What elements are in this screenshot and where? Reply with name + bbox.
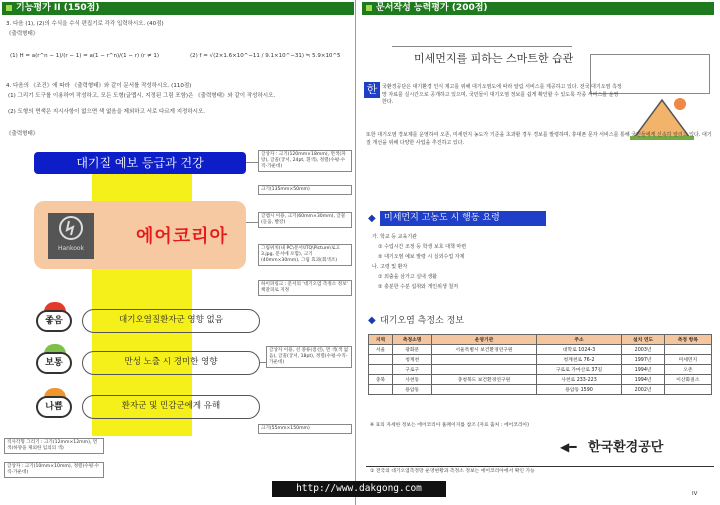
table-row: 구로구 구로로 가마산로 37길 1994년 오존 [369, 365, 712, 375]
grade-3-label: 나쁨 [36, 396, 72, 418]
output-label-2: 《출력형태》 [6, 131, 39, 137]
grade-1-label: 좋음 [36, 310, 72, 332]
note-banner: 글상자 : 크기(120mm×18mm), 면색(파랑), 글꼴(궁서, 24pt, 흰색), 정렬(수평·수직-가운데) [258, 150, 352, 172]
diamond-icon: ◆ [368, 213, 376, 224]
list-item: ① 수업시간 조정 등 학생 보호 대책 마련 [378, 244, 467, 250]
condition-2: (2) 도형의 면색은 지시사항이 없으면 색 없음을 제외하고 서로 다르게 지정하시오. [8, 109, 206, 115]
note-column-size: 크기(55mm×150mm) [258, 424, 352, 434]
right-page [362, 0, 718, 505]
note-wordart: 글맵시 이용, 크기(60mm×30mm), 글꼴(돋움, 빨강) [258, 212, 352, 228]
left-page [0, 0, 356, 505]
grade-3-text: 환자군 및 민감군에게 유해 [82, 395, 260, 419]
banner-title: 대기질 예보 등급과 건강 [34, 152, 246, 174]
note-textbox: 글상자 이용, 선 종류(점선), 면 색(색 없음), 글꼴(궁서, 18pt), 정렬(수평·수직-가운데) [266, 346, 352, 368]
page-number: IV [692, 491, 698, 497]
footnote: ① 전국의 대기오염측정망 운영현황과 측정소 정보는 에어코리아에서 확인 가능 [370, 469, 535, 474]
paragraph-1: 국환경공단은 대기환경 인식 제고를 위해 대기오염도에 따라 알림 서비스를 제공하고 있다. 전국 대기오염 측정망 자료를 실시간으로 공개하고 있으며, 국민들이 대기오염 정보를 쉽게 확인할 수 있도록 각종 서비스를 운영한다. [382, 84, 622, 105]
behavior-list [372, 232, 592, 292]
list-item: ① 외출을 삼가고 실내 생활 [378, 274, 438, 280]
condition-1: (1) 그리기 도구를 이용하여 작성하고, 모든 도형(글맵시, 지정된 그림 포함)은 《출력형태》와 같이 작성하시오. [8, 93, 276, 99]
table-row: 충북 사천동 충청북도 보건환경연구원 사천로 233-223 1994년 이산화질소 [369, 375, 712, 385]
doc-title: 미세먼지를 피하는 스마트한 습관 [414, 52, 574, 65]
output-label: 《출력형태》 [6, 31, 39, 37]
question-3: 3. 다음 (1), (2)의 수식을 수식 편집기로 각각 입력하시오. (40점) [6, 21, 164, 27]
airkorea-wordart[interactable]: 에어코리아 [136, 226, 228, 247]
section-station-heading[interactable]: 대기오염 측정소 정보 [380, 316, 464, 326]
list-item: 나. 고령 및 환자 [372, 264, 408, 270]
list-item: 가. 학교 등 교육기관 [372, 234, 417, 240]
note-size: 크기(135mm×50mm) [258, 185, 352, 195]
note-hyperlink: 하이퍼링크 : 문서의 '대기오염 측정소 정보' 책갈피로 지정 [258, 280, 352, 296]
formula-2: (2) f = √(2×1.6×10^−11 / 9.1×10^−31) ≒ 5.9×10^5 [190, 53, 341, 59]
hankook-logo: Hankook [48, 213, 94, 259]
organization-name: 한국환경공단 [588, 440, 664, 455]
paragraph-2: 또한 대기오염 경보제를 운영하여 오존, 미세먼지 농도가 기준을 초과할 경우 경보를 발령하며, 휴대폰 문자 서비스를 통해 국민들에게 신속히 알리고 있다. 대기질 개선을 위해 다양한 사업을 추진하고 있다. [366, 132, 712, 146]
grade-1-text: 대기오염질환자군 영향 없음 [82, 309, 260, 333]
footer-url[interactable]: http://www.dakgong.com [272, 481, 446, 497]
note-rectangle: 직사각형 그리기 : 크기(12mm×12mm), 면색(하양을 제외한 임의의 색) [4, 438, 104, 454]
question-4: 4. 다음의 《조건》에 따라 《출력형태》와 같이 문서를 작성하시오. (110점) [6, 83, 192, 89]
table-row: 서울 광화문 서울특별시 보건환경연구원 대학로 1024-3 2003년 [369, 345, 712, 355]
note-picture: 그림위치(내 PC\문서\ITQ\Picture\로고3.jpg, 문서에 포함), 크기(40mm×30mm), 그림 효과(회색조) [258, 244, 352, 266]
grade-2-label: 보통 [36, 352, 72, 374]
list-item: ② 충분한 수분 섭취와 개인위생 철저 [378, 284, 459, 290]
station-table: 지역 측정소명 운영기관 주소 설치 연도 측정 항목 서울 광화문 서울특별시 보건환경연구원 대학로 1024-3 2003년 청계천 청계천로 76-2 1997년 미세먼지 구로구 구로로 가마산로 37길 1994년 오존 충북 사천동 충청북도 보건환경연구원 사천로 233-223 1994년 이산화질소 용암동 용암동 1590 2002년 [368, 334, 712, 395]
formula-1: (1) H = a(r^n − 1)/(r − 1) = a(1 − r^n)/(1 − r) (r ≠ 1) [10, 53, 160, 59]
dropcap: 한 [364, 82, 380, 98]
diamond-icon: ◆ [368, 315, 376, 326]
left-section-header: 기능평가 II (150점) [2, 2, 354, 15]
list-item: ② 대기오염 예보 발령 시 실외수업 자제 [378, 254, 465, 260]
section-behavior-heading: 미세먼지 고농도 시 행동 요령 [380, 211, 546, 226]
arrow-icon: ◀━ [560, 440, 577, 454]
table-row: 청계천 청계천로 76-2 1997년 미세먼지 [369, 355, 712, 365]
note-small-box: 글상자 : 크기(10mm×10mm), 정렬(수평·수직-가운데) [4, 462, 104, 478]
table-note: ※ 표의 자세한 정보는 에어코리아 홈페이지를 참조 (자료 출처 : 에어코리아) [370, 423, 530, 428]
grade-2-text: 만성 노출 시 경미한 영향 [82, 351, 260, 375]
table-row: 용암동 용암동 1590 2002년 [369, 385, 712, 395]
right-section-header: 문서작성 능력평가 (200점) [362, 2, 714, 15]
